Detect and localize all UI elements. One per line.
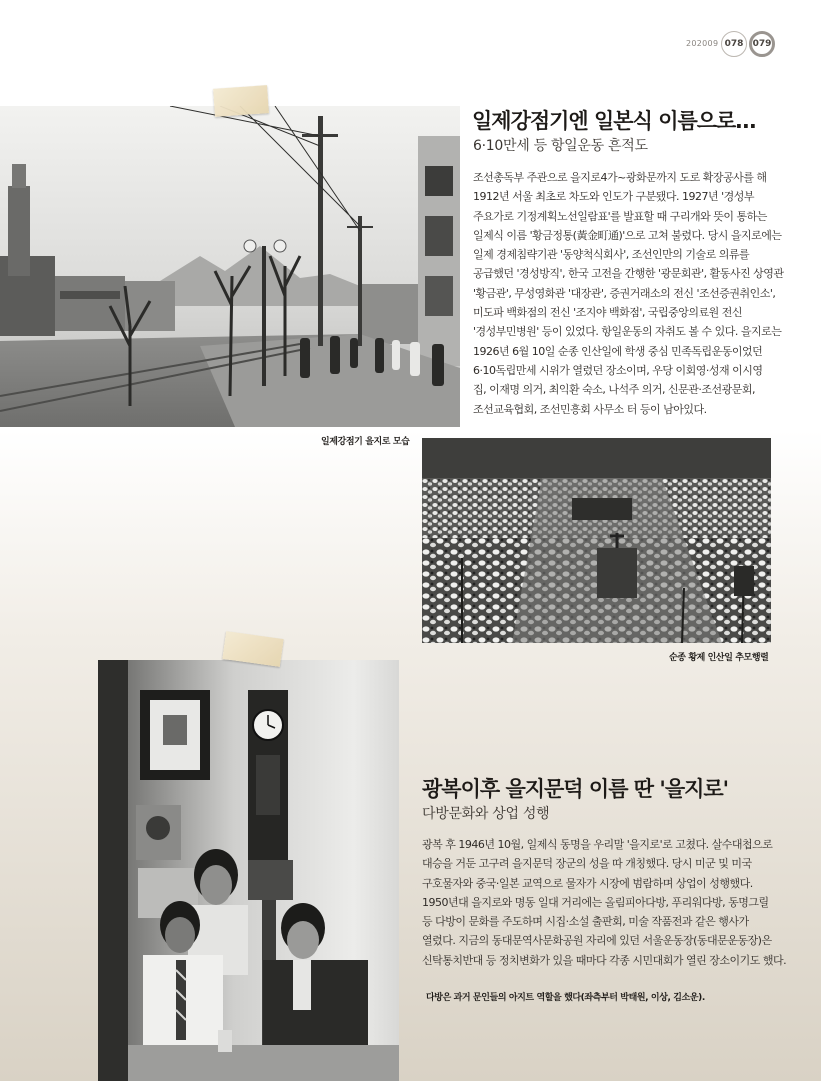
body-line: 공급했던 '경성방직', 한국 고전을 간행한 '광문회관', 활동사진 상영관 bbox=[473, 267, 784, 281]
section2-body bbox=[422, 835, 797, 970]
body-line: 집, 이재명 의거, 최익환 숙소, 나석주 의거, 신문관·조선광문회, bbox=[473, 383, 755, 397]
body-line: 열렸다. 지금의 동대문역사문화공원 자리에 있던 서울운동장(동대문운동장)은 bbox=[422, 934, 772, 948]
section2-title: 광복이후 을지문덕 이름 딴 '을지로' bbox=[422, 777, 729, 801]
body-line: '경성부민병원' 등이 있었다. 항일운동의 자취도 볼 수 있다. 을지로는 bbox=[473, 325, 782, 339]
body-line: 1950년대 을지로와 명동 일대 거리에는 올림피아다방, 푸리워다방, 동명그릴 bbox=[422, 895, 769, 909]
body-line: 미도파 백화점의 전신 '조지야 백화점', 국립중앙의료원 전신 bbox=[473, 306, 743, 320]
page-number-right: 079 bbox=[749, 31, 775, 57]
body-line: 신탁통치반대 등 정치변화가 있을 때마다 각종 시민대회가 열린 장소이기도 했다. bbox=[422, 953, 787, 967]
tape-decoration bbox=[213, 85, 269, 117]
body-line: 대승을 거둔 고구려 을지문덕 장군의 성을 따 개칭했다. 당시 미군 및 미국 bbox=[422, 857, 752, 871]
photo-funeral-procession bbox=[422, 438, 771, 643]
body-line: 조선총독부 주관으로 을지로4가~광화문까지 도로 확장공사를 해 bbox=[473, 171, 767, 184]
page-number-left: 078 bbox=[721, 31, 747, 57]
body-line: '황금관', 무성영화관 '대장관', 증권거래소의 전신 '조선증권취인소', bbox=[473, 286, 776, 300]
section1-body bbox=[473, 168, 784, 419]
section2-subtitle: 다방문화와 상업 성행 bbox=[422, 806, 550, 822]
body-line: 1912년 서울 최초로 차도와 인도가 구분됐다. 1927년 '경성부 bbox=[473, 190, 755, 204]
body-line: 구호물자와 중국·일본 교역으로 물자가 시장에 범람하며 상업이 성행했다. bbox=[422, 876, 753, 890]
issue-number: 202009 bbox=[686, 39, 719, 48]
section1-subtitle: 6·10만세 등 항일운동 흔적도 bbox=[473, 138, 648, 154]
section1-title: 일제강점기엔 일본식 이름으로… bbox=[472, 109, 756, 133]
body-line: 등 다방이 문화를 주도하며 시집·소설 출판회, 미술 작품전과 같은 행사가 bbox=[422, 915, 749, 929]
photo-writers-cafe bbox=[98, 660, 399, 1081]
body-line: 일제식 이름 '황금정통(黃金町通)'으로 고쳐 불렸다. 당시 을지로에는 bbox=[473, 228, 782, 242]
body-line: 주요가로 기정계획노선일람표'를 발표할 때 구리개와 뜻이 통하는 bbox=[473, 209, 767, 223]
body-line: 광복 후 1946년 10월, 일제식 동명을 우리말 '을지로'로 고쳤다. 살수대첩으로 bbox=[422, 838, 773, 851]
body-line: 일제 경제침략기관 '동양척식회사', 조선인만의 기술로 의류를 bbox=[473, 248, 750, 262]
photo-colonial-street bbox=[0, 106, 460, 427]
caption-writers-cafe: 다방은 과거 문인들의 아지트 역할을 했다(좌측부터 박태원, 이상, 김소운). bbox=[426, 993, 705, 1003]
caption-colonial-street: 일제강점기 을지로 모습 bbox=[321, 437, 410, 447]
body-line: 1926년 6월 10일 순종 인산일에 학생 중심 민족독립운동이었던 bbox=[473, 344, 763, 358]
caption-funeral-procession: 순종 황제 인산일 추모행렬 bbox=[669, 653, 769, 663]
body-line: 조선교육협회, 조선민흥회 사무소 터 등이 남아있다. bbox=[473, 402, 707, 416]
body-line: 6·10독립만세 시위가 열렸던 장소이며, 우당 이회영·성재 이시영 bbox=[473, 363, 763, 377]
